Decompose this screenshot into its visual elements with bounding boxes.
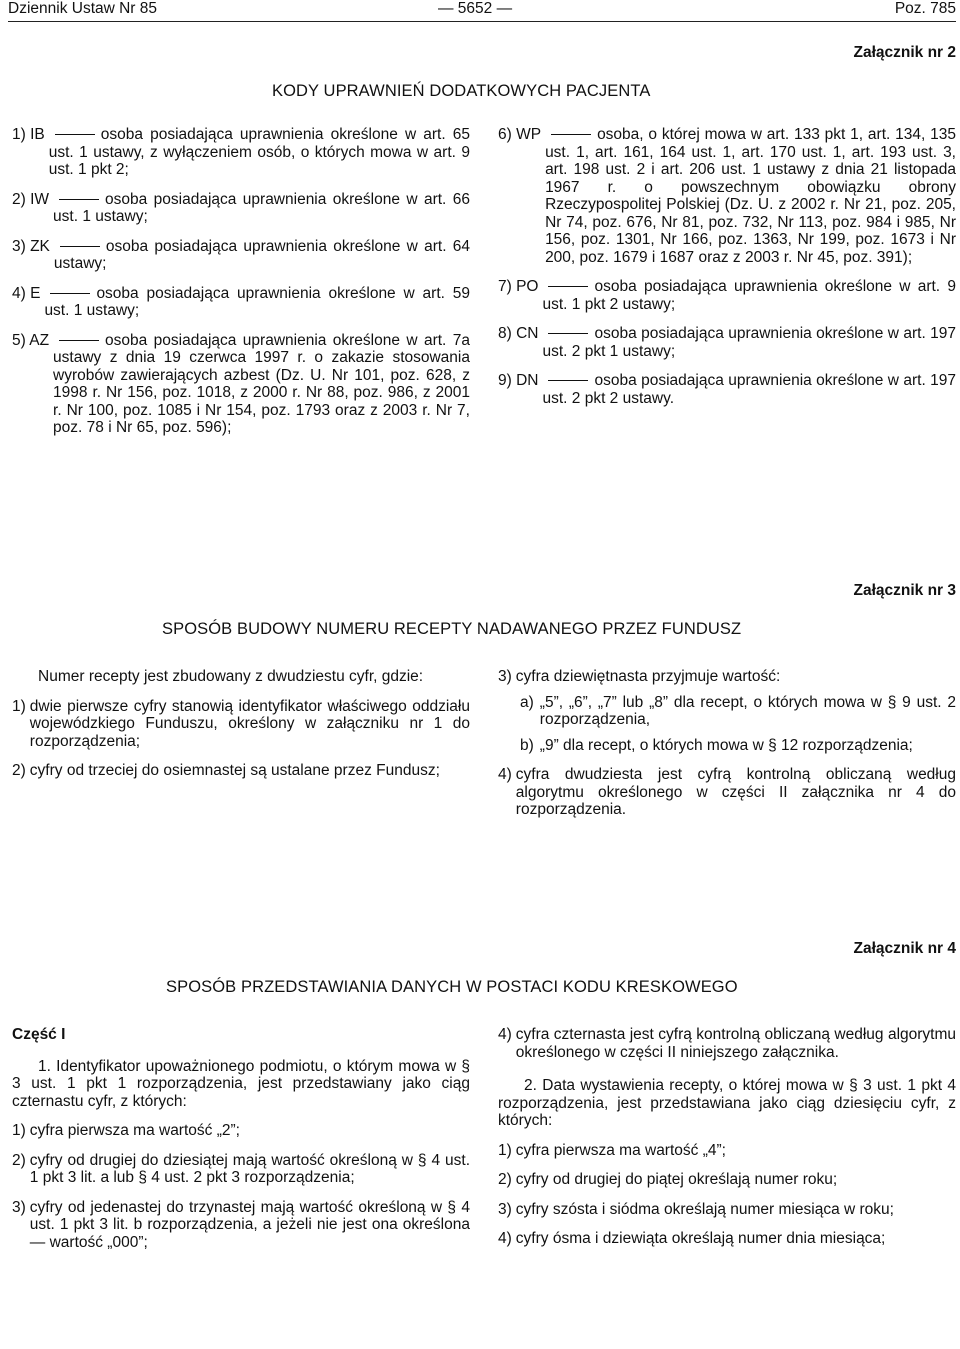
list-item [12,191,470,226]
item-text: cyfra pierwsza ma wartość „4”; [515,1141,726,1159]
position-number: Poz. 785 [894,0,956,17]
item-number: 4) [498,1026,512,1043]
sub-item-text: „5”, „6”, „7” lub „8” dla recept, o których mowa w § 9 ust. 2 rozporządzenia, [539,693,956,728]
journal-title: Dziennik Ustaw Nr 85 [8,0,158,17]
annex-4-label: Załącznik nr 4 [853,940,956,957]
annex-3-label: Załącznik nr 3 [853,582,956,599]
item-text: cyfra czternasta jest cyfrą kontrolną obliczaną według algorytmu określonego w części II niniejszego załącznika. [515,1026,956,1061]
item-number: 3) [498,668,512,685]
item-text: osoba posiadająca uprawnienia określone w art. 64 ustawy; [53,237,470,272]
list-item [12,238,470,273]
annex-2-right-column [498,126,956,419]
item-text: cyfry szósta i siódma określają numer miesiąca w roku; [515,1200,894,1218]
list-item [498,1026,956,1061]
item-text: cyfry od trzeciej do osiemnastej są ustalane przez Fundusz; [29,762,440,779]
annex-3-title: SPOSÓB BUDOWY NUMERU RECEPTY NADAWANEGO PRZEZ FUNDUSZ [162,620,742,638]
annex-3-intro: Numer recepty jest zbudowany z dwudziestu cyfr, gdzie: [38,668,424,685]
item-code: 3) ZK [12,237,50,255]
annex-4-title: SPOSÓB PRZEDSTAWIANIA DANYCH W POSTACI KODU KRESKOWEGO [166,978,738,996]
item-code: 9) DN [498,372,539,389]
list-item [498,766,956,819]
sub-item-letter: a) [520,693,534,711]
item-number: 2) [498,1171,512,1188]
part-heading: Część I [12,1026,66,1043]
annex-4-right-column [498,1026,956,1260]
item-code: 1) IB [12,126,45,143]
list-item [12,126,470,179]
item-number: 1) [12,1122,26,1139]
item-text: osoba posiadająca uprawnienia określone w art. 7a ustawy z dnia 19 czerwca 1997 r. o zakazie stosowania wyrobów zawierających azbest (Dz. U. Nr 101, poz. 628, z 1998 r. Nr 156, poz. 1018, z 2000 r. Nr 88, poz. 986, z 2001 r. Nr 100, poz. 1085 i Nr 154, poz. 1793 oraz z 2003 r. Nr 7, poz. 78 i Nr 65, poz. 596); [53,331,470,436]
list-item [498,1171,956,1189]
item-number: 4) [498,1230,512,1247]
annex-3-right-column [498,668,956,831]
item-text: cyfry od jedenastej do trzynastej mają wartość określoną w § 4 ust. 1 pkt 3 lit. b rozporządzenia, a jeżeli nie jest ona określona — wartość „000”; [29,1198,470,1251]
item-number: 4) [498,766,512,783]
item-number: 2) [12,762,26,779]
sub-item-letter: b) [520,736,534,754]
item-number: 3) [498,1200,512,1218]
annex-2-left-column [12,126,470,449]
item-number: 1) [498,1141,512,1159]
list-item [498,325,956,360]
list-item [498,668,956,686]
item-text: osoba posiadająca uprawnienia określone w art. 197 ust. 2 pkt 2 ustawy. [542,372,956,407]
item-text: cyfry od drugiej do dziesiątej mają wartość określoną w § 4 ust. 1 pkt 3 lit. a lub § 4 ust. 2 pkt 3 rozporządzenia; [29,1151,470,1186]
item-text: osoba posiadająca uprawnienia określone w art. 197 ust. 2 pkt 1 ustawy; [542,325,956,360]
item-code: 5) AZ [12,331,50,349]
list-item [12,1199,470,1252]
annex-2-label: Załącznik nr 2 [853,44,956,61]
annex-4-left-column [12,1026,470,1263]
list-item [498,126,956,266]
sub-item [498,694,956,729]
item-text: cyfry ósma i dziewiąta określają numer dnia miesiąca; [515,1230,886,1247]
item-number: 1) [12,697,26,715]
item-text: dwie pierwsze cyfry stanowią identyfikator właściwego oddziału wojewódzkiego Funduszu, określony w załączniku nr 1 do rozporządzenia; [29,697,470,750]
list-item [12,762,470,780]
annex-2-title: KODY UPRAWNIEŃ DODATKOWYCH PACJENTA [272,82,651,100]
item-code: 4) E [12,284,41,302]
list-item [498,1142,956,1160]
list-item [12,332,470,437]
item-code: 8) CN [498,325,539,342]
list-item [12,1122,470,1140]
item-code: 6) WP [498,126,542,143]
item-code: 7) PO [498,278,539,295]
list-item [12,1152,470,1187]
item-number: 3) [12,1198,26,1216]
item-text: cyfry od drugiej do piątej określają numer roku; [515,1171,838,1188]
list-item [12,285,470,320]
item-text: osoba, o której mowa w art. 133 pkt 1, art. 134, 135 ust. 1, art. 161, 164 ust. 1, art. 170 ust. 1, art. 193 ust. 3, art. 198 ust. 2 i art. 206 ust. 1 ustawy z dnia 21 listopada 1967 r. o powszechnym obowiązku obrony Rzeczypospolitej Polskiej (Dz. U. z 2002 r. Nr 21, poz. 205, Nr 74, poz. 676, Nr 81, poz. 732, Nr 113, poz. 984 i 985, Nr 156, poz. 1301, Nr 166, poz. 1363, Nr 199, poz. 1673 i Nr 200, poz. 1679 i 1687 oraz z 2003 r. Nr 45, poz. 391); [545,126,956,266]
item-text: cyfra dziewiętnasta przyjmuje wartość: [515,668,781,685]
item-text: cyfra dwudziesta jest cyfrą kontrolną obliczaną według algorytmu określonego w części II załącznika nr 4 do rozporządzenia. [515,766,956,818]
list-item [12,698,470,751]
item-text: osoba posiadająca uprawnienia określone w art. 9 ust. 1 pkt 2 ustawy; [542,278,956,313]
annex-4-paragraph-2: 2. Data wystawienia recepty, o której mowa w § 3 ust. 1 pkt 4 rozporządzenia, jest przedstawiana jako ciąg dziesięciu cyfr, z których: [498,1077,956,1129]
item-text: osoba posiadająca uprawnienia określone w art. 59 ust. 1 ustawy; [44,284,470,319]
item-code: 2) IW [12,190,50,208]
item-text: osoba posiadająca uprawnienia określone w art. 66 ust. 1 ustawy; [53,190,470,225]
list-item [498,1201,956,1219]
item-text: cyfra pierwsza ma wartość „2”; [29,1122,240,1139]
annex-4-paragraph-1: 1. Identyfikator upoważnionego podmiotu, o którym mowa w § 3 ust. 1 pkt 1 rozporządzenia, jest przedstawiany jako ciąg czternastu cyfr, z których: [12,1057,470,1110]
page-number: — 5652 — [438,0,513,17]
page-header [8,0,956,22]
list-item [498,278,956,313]
sub-item-text: „9” dla recept, o których mowa w § 12 rozporządzenia; [539,736,913,754]
list-item [498,372,956,407]
annex-3-left-column [12,668,470,792]
list-item [498,1230,956,1248]
sub-item [498,737,956,755]
item-text: osoba posiadająca uprawnienia określone w art. 65 ust. 1 ustawy, z wyłączeniem osób, o których mowa w art. 9 ust. 1 pkt 2; [48,126,470,178]
item-number: 2) [12,1151,26,1169]
